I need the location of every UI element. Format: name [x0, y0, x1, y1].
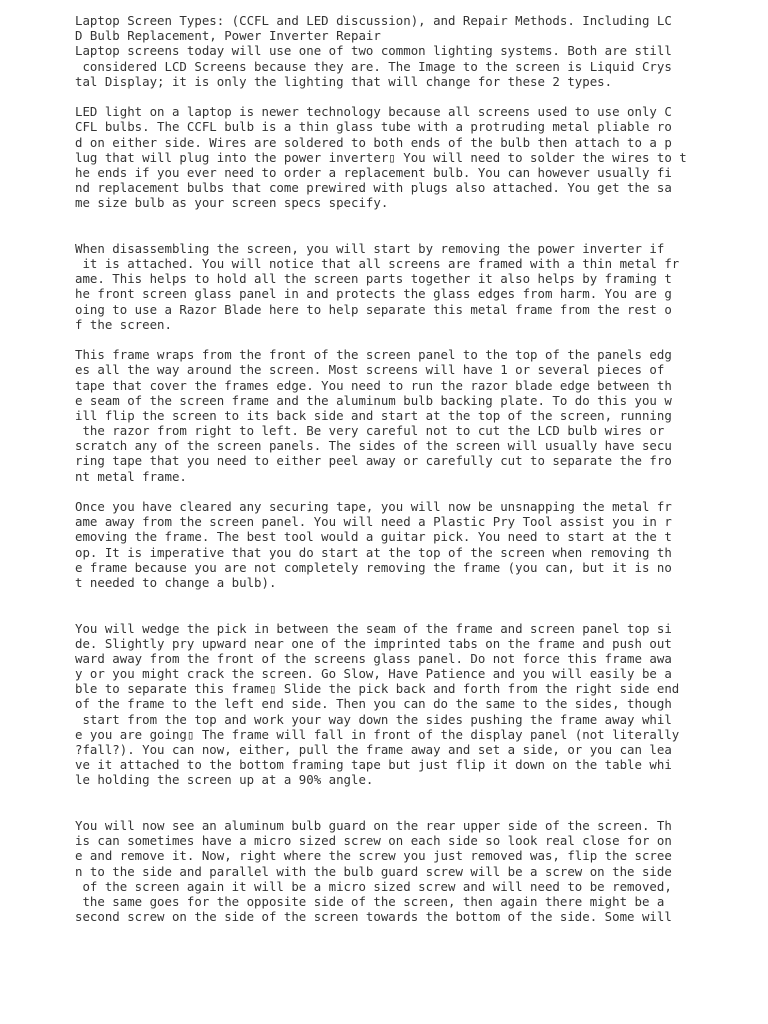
text-line: tal Display; it is only the lighting that will change for these 2 types.	[75, 73, 613, 89]
text-line: of the screen again it will be a micro sized screw and will need to be removed,	[75, 878, 672, 894]
text-line: me size bulb as your screen specs specify.	[75, 195, 389, 211]
text-line: it is attached. You will notice that all screens are framed with a thin metal fr	[75, 256, 680, 272]
text-line: considered LCD Screens because they are. The Image to the screen is Liquid Crys	[75, 58, 672, 74]
paragraph-led-ccfl	[75, 104, 695, 210]
text-line: nt metal frame.	[75, 468, 187, 484]
text-line: ?fall?). You can now, either, pull the frame away and set a side, or you can lea	[75, 742, 672, 758]
text-line: e you are going▯ The frame will fall in front of the display panel (not literally	[75, 726, 680, 742]
text-line: e seam of the screen frame and the aluminum bulb backing plate. To do this you w	[75, 392, 672, 408]
text-line: nd replacement bulbs that come prewired with plugs also attached. You get the sa	[75, 180, 672, 196]
text-line: of the frame to the left end side. Then you can do the same to the sides, though	[75, 696, 672, 712]
text-line: When disassembling the screen, you will start by removing the power inverter if	[75, 240, 665, 256]
text-line: ve it attached to the bottom framing tape but just flip it down on the table whi	[75, 757, 672, 773]
document-page	[75, 13, 695, 924]
text-line: he ends if you ever need to order a replacement bulb. You can however usually fi	[75, 164, 672, 180]
text-line: Once you have cleared any securing tape, you will now be unsnapping the metal fr	[75, 499, 672, 515]
paragraph-bulb-guard	[75, 818, 695, 924]
text-line: y or you might crack the screen. Go Slow, Have Patience and you will easily be a	[75, 666, 672, 682]
text-line: start from the top and work your way down the sides pushing the frame away whil	[75, 711, 672, 727]
text-line: de. Slightly pry upward near one of the imprinted tabs on the frame and push out	[75, 635, 672, 651]
text-line: Laptop Screen Types: (CCFL and LED discussion), and Repair Methods. Including LC	[75, 13, 672, 28]
text-line: emoving the frame. The best tool would a guitar pick. You need to start at the t	[75, 529, 672, 545]
text-line: CFL bulbs. The CCFL bulb is a thin glass tube with a protruding metal pliable ro	[75, 119, 672, 135]
text-line: second screw on the side of the screen towards the bottom of the side. Some will	[75, 909, 672, 925]
text-line: the same goes for the opposite side of the screen, then again there might be a	[75, 893, 665, 909]
text-line: lug that will plug into the power inverter▯ You will need to solder the wires to t	[75, 149, 687, 165]
text-line: This frame wraps from the front of the screen panel to the top of the panels edg	[75, 347, 672, 363]
text-line: n to the side and parallel with the bulb guard screw will be a screw on the side	[75, 863, 672, 879]
text-line: the razor from right to left. Be very careful not to cut the LCD bulb wires or	[75, 423, 665, 439]
text-line: e and remove it. Now, right where the screw you just removed was, flip the scree	[75, 848, 672, 864]
text-line: ame away from the screen panel. You will need a Plastic Pry Tool assist you in r	[75, 514, 672, 530]
text-line: LED light on a laptop is newer technology because all screens used to use only C	[75, 104, 672, 120]
text-line: ring tape that you need to either peel away or carefully cut to separate the fro	[75, 453, 672, 469]
document-title	[75, 13, 695, 43]
paragraph-intro	[75, 43, 695, 89]
text-line: t needed to change a bulb).	[75, 574, 277, 590]
text-line: es all the way around the screen. Most screens will have 1 or several pieces of	[75, 362, 665, 378]
text-line: is can sometimes have a micro sized screw on each side so look real close for on	[75, 833, 672, 849]
text-line: You will wedge the pick in between the seam of the frame and screen panel top si	[75, 620, 672, 636]
paragraph-securing-tape	[75, 499, 695, 590]
text-line: op. It is imperative that you do start at the top of the screen when removing th	[75, 544, 672, 560]
text-line: le holding the screen up at a 90% angle.	[75, 772, 374, 788]
paragraph-disassembling	[75, 241, 695, 332]
text-line: ble to separate this frame▯ Slide the pick back and forth from the right side end	[75, 681, 680, 697]
text-line: scratch any of the screen panels. The sides of the screen will usually have secu	[75, 438, 672, 454]
text-line: You will now see an aluminum bulb guard on the rear upper side of the screen. Th	[75, 817, 672, 833]
text-line: D Bulb Replacement, Power Inverter Repair	[75, 28, 381, 44]
text-line: f the screen.	[75, 316, 172, 332]
text-line: tape that cover the frames edge. You need to run the razor blade edge between th	[75, 377, 672, 393]
text-line: oing to use a Razor Blade here to help separate this metal frame from the rest o	[75, 301, 672, 317]
text-line: ward away from the front of the screens glass panel. Do not force this frame awa	[75, 650, 672, 666]
text-line: d on either side. Wires are soldered to both ends of the bulb then attach to a p	[75, 134, 672, 150]
text-line: Laptop screens today will use one of two common lighting systems. Both are still	[75, 43, 672, 59]
text-line: he front screen glass panel in and protects the glass edges from harm. You are g	[75, 286, 672, 302]
paragraph-wedge-pick	[75, 621, 695, 788]
text-line: ame. This helps to hold all the screen parts together it also helps by framing t	[75, 271, 672, 287]
text-line: e frame because you are not completely removing the frame (you can, but it is no	[75, 559, 672, 575]
paragraph-frame-wraps	[75, 347, 695, 484]
text-line: ill flip the screen to its back side and start at the top of the screen, running	[75, 407, 672, 423]
